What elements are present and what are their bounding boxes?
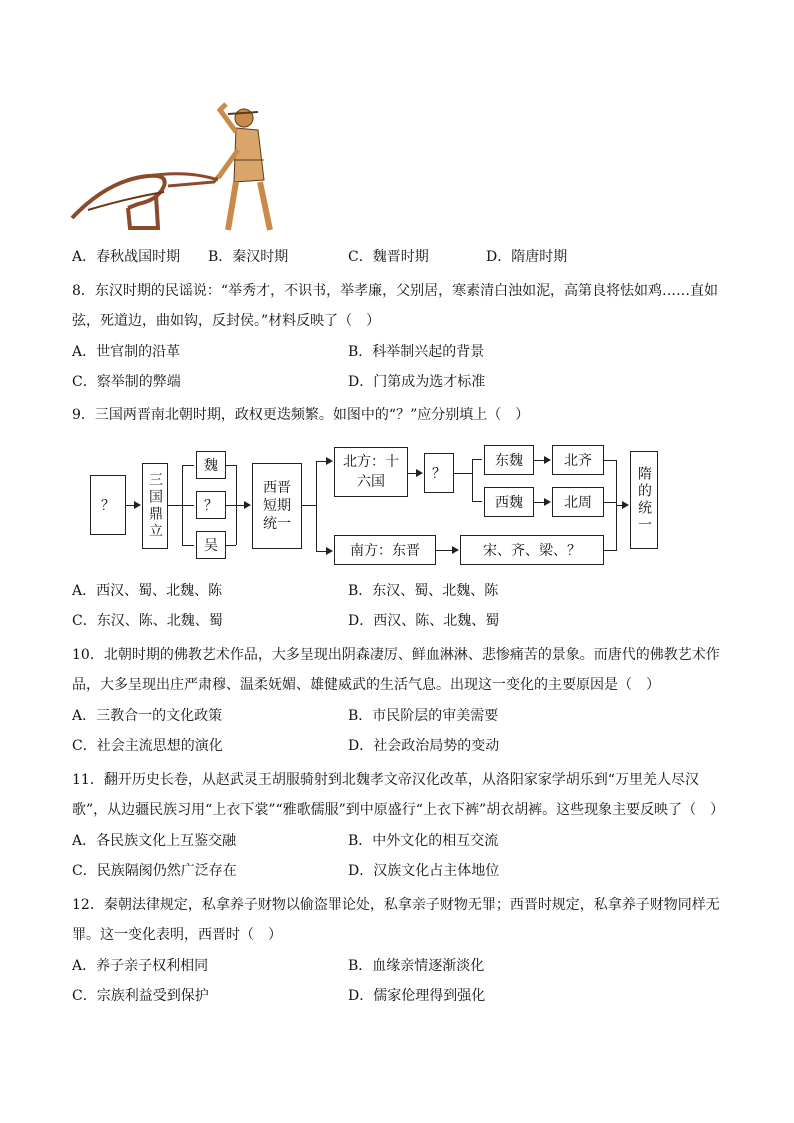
q9-stem: 9．三国两晋南北朝时期，政权更迭频繁。如图中的“？”应分别填上（ ） [72, 407, 530, 423]
diagram-mid-box: ？ [196, 491, 226, 519]
q8-option-c[interactable]: C．察举制的弊端 [72, 374, 181, 390]
q9-options-row1 [72, 580, 732, 602]
diagram-sui-box: 隋的统一 [630, 451, 658, 549]
diagram-north-box: 北方：十六国 [334, 447, 408, 497]
diagram-xiwei-box: 西魏 [484, 487, 534, 517]
q11-option-c[interactable]: C．民族隔阂仍然广泛存在 [72, 863, 237, 879]
diagram-south-box: 南方：东晋 [334, 535, 436, 565]
q9-options-row2 [72, 610, 732, 632]
q8-options-row2 [72, 371, 732, 393]
q9-option-d[interactable]: D．西汉、陈、北魏、蜀 [348, 613, 500, 629]
q8-option-a[interactable]: A．世官制的沿革 [72, 344, 181, 360]
q12-stem: 12．秦朝法律规定，私拿养子财物以偷盗罪论处，私拿亲子财物无罪；西晋时规定，私拿养子财物同样无罪。这一变化表明，西晋时（ ） [72, 897, 720, 943]
q10-stem: 10．北朝时期的佛教艺术作品，大多呈现出阴森凄厉、鲜血淋淋、悲惨痛苦的景象。而唐代的佛教艺术作品，大多呈现出庄严肃穆、温柔妩媚、雄健威武的生活气息。出现这一变化的主要原因是（ ） [72, 647, 720, 693]
q9-option-b[interactable]: B．东汉、蜀、北魏、陈 [348, 583, 499, 599]
q11-options-row1 [72, 830, 732, 852]
q10-option-b[interactable]: B．市民阶层的审美需要 [348, 708, 499, 724]
diagram-start-box: ？ [90, 475, 126, 535]
q7-options [72, 246, 732, 268]
q8-stem: 8．东汉时期的民谣说：“举秀才，不识书，举孝廉，父别居，寒素清白浊如泥，高第良将怯如鸡……直如弦，死道边，曲如钩，反封侯。”材料反映了（ ） [72, 283, 719, 329]
q10-options-row1 [72, 705, 732, 727]
q12-options-row2 [72, 985, 732, 1007]
q10-options-row2 [72, 735, 732, 757]
q11-option-d[interactable]: D．汉族文化占主体地位 [348, 863, 500, 879]
q11-stem: 11．翻开历史长卷，从赵武灵王胡服骑射到北魏孝文帝汉化改革，从洛阳家家学胡乐到“万里羌人尽汉歌”，从边疆民族习用“上衣下裳”“雅歌儒服”到中原盛行“上衣下裤”胡衣胡裤。这些现象主要反映了（ ） [72, 772, 725, 818]
q12-option-d[interactable]: D．儒家伦理得到强化 [348, 988, 486, 1004]
q9-option-c[interactable]: C．东汉、陈、北魏、蜀 [72, 613, 223, 629]
diagram-south-dyn-box: 宋、齐、梁、？ [460, 535, 604, 565]
q12-option-a[interactable]: A．养子亲子权利相同 [72, 958, 209, 974]
q8-options-row1 [72, 341, 732, 363]
diagram-xijin-box: 西晋短期统一 [252, 463, 302, 549]
q12-option-b[interactable]: B．血缘亲情逐渐淡化 [348, 958, 485, 974]
q12-options-row1 [72, 955, 732, 977]
q10-option-a[interactable]: A．三教合一的文化政策 [72, 708, 223, 724]
q7-option-a[interactable]: A．春秋战国时期 [72, 249, 181, 265]
q8-option-b[interactable]: B．科举制兴起的背景 [348, 344, 485, 360]
diagram-wei-box: 魏 [196, 451, 226, 479]
diagram-wu-box: 吴 [196, 531, 226, 559]
q7-option-b[interactable]: B．秦汉时期 [208, 249, 289, 265]
diagram-north-q-box: ？ [424, 453, 454, 493]
diagram-dongwei-box: 东魏 [484, 445, 534, 475]
ploughing-illustration [68, 100, 278, 235]
diagram-sanguo-box: 三国鼎立 [142, 463, 168, 549]
q7-option-c[interactable]: C．魏晋时期 [348, 249, 429, 265]
q10-option-d[interactable]: D．社会政治局势的变动 [348, 738, 500, 754]
q8-option-d[interactable]: D．门第成为选才标准 [348, 374, 486, 390]
q12-option-c[interactable]: C．宗族利益受到保护 [72, 988, 209, 1004]
q11-option-a[interactable]: A．各民族文化上互鉴交融 [72, 833, 237, 849]
q11-option-b[interactable]: B．中外文化的相互交流 [348, 833, 499, 849]
diagram-beizhou-box: 北周 [552, 487, 604, 517]
q7-option-d[interactable]: D．隋唐时期 [486, 249, 568, 265]
q11-options-row2 [72, 860, 732, 882]
diagram-beiqi-box: 北齐 [552, 445, 604, 475]
q10-option-c[interactable]: C．社会主流思想的演化 [72, 738, 223, 754]
dynasty-flow-diagram [90, 445, 670, 560]
q9-option-a[interactable]: A．西汉、蜀、北魏、陈 [72, 583, 223, 599]
